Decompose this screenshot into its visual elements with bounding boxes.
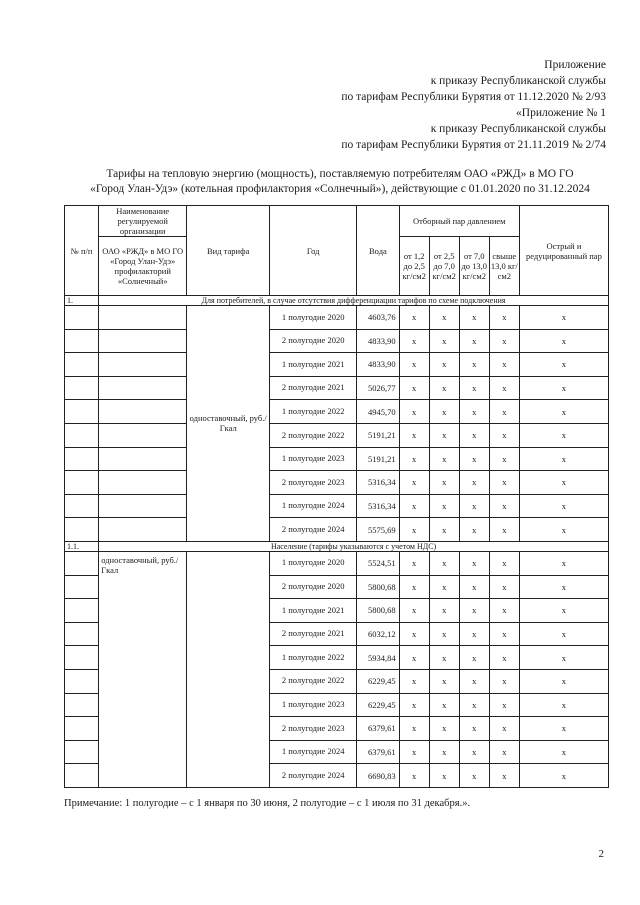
row-number-cell [65, 376, 99, 400]
not-applicable-cell: х [429, 575, 459, 599]
not-applicable-cell: х [489, 353, 519, 377]
header-line: Приложение [544, 59, 606, 71]
org-cell [99, 494, 187, 518]
not-applicable-cell: х [399, 575, 429, 599]
row-number-cell [65, 423, 99, 447]
not-applicable-cell: х [429, 622, 459, 646]
not-applicable-cell: х [429, 376, 459, 400]
row-number-cell [65, 717, 99, 741]
org-cell [99, 353, 187, 377]
period-cell: 1 полугодие 2021 [270, 353, 357, 377]
not-applicable-cell: х [489, 599, 519, 623]
not-applicable-cell: х [489, 575, 519, 599]
row-number-cell [65, 693, 99, 717]
period-cell: 2 полугодие 2023 [270, 471, 357, 495]
not-applicable-cell: х [459, 599, 489, 623]
not-applicable-cell: х [489, 447, 519, 471]
not-applicable-cell: х [399, 423, 429, 447]
page-number: 2 [598, 848, 604, 860]
not-applicable-cell: х [459, 447, 489, 471]
not-applicable-cell: х [489, 740, 519, 764]
not-applicable-cell: х [429, 551, 459, 575]
period-cell: 2 полугодие 2021 [270, 622, 357, 646]
not-applicable-cell: х [459, 575, 489, 599]
not-applicable-cell: х [519, 622, 608, 646]
document-title [60, 167, 620, 197]
water-tariff-cell: 4833,90 [357, 329, 399, 353]
not-applicable-cell: х [429, 353, 459, 377]
row-number-cell [65, 669, 99, 693]
not-applicable-cell: х [459, 551, 489, 575]
row-number-cell [65, 646, 99, 670]
not-applicable-cell: х [459, 740, 489, 764]
header-steam-group: Отборный пар давлением [399, 206, 519, 237]
not-applicable-cell: х [519, 575, 608, 599]
tariff-table [64, 205, 609, 788]
not-applicable-cell: х [399, 599, 429, 623]
not-applicable-cell: х [519, 353, 608, 377]
period-cell: 1 полугодие 2022 [270, 646, 357, 670]
org-cell [99, 376, 187, 400]
period-cell: 1 полугодие 2023 [270, 693, 357, 717]
period-cell: 1 полугодие 2020 [270, 551, 357, 575]
not-applicable-cell: х [459, 353, 489, 377]
not-applicable-cell: х [459, 622, 489, 646]
header-org-name: ОАО «РЖД» в МО ГО «Город Улан-Удэ» профилакторий «Солнечный» [99, 237, 187, 296]
water-tariff-cell: 6032,12 [357, 622, 399, 646]
not-applicable-cell: х [459, 306, 489, 330]
period-cell: 2 полугодие 2022 [270, 423, 357, 447]
not-applicable-cell: х [459, 376, 489, 400]
tariff-type-cell: одноставочный, руб./Гкал [99, 551, 187, 787]
not-applicable-cell: х [519, 646, 608, 670]
not-applicable-cell: х [489, 669, 519, 693]
not-applicable-cell: х [489, 622, 519, 646]
table-row [65, 471, 609, 495]
not-applicable-cell: х [489, 400, 519, 424]
not-applicable-cell: х [489, 329, 519, 353]
header-steam-2: от 2,5 до 7,0 кг/см2 [429, 237, 459, 296]
header-num: № п/п [65, 206, 99, 296]
title-line: Тарифы на тепловую энергию (мощность), поставляемую потребителям ОАО «РЖД» в МО ГО [106, 168, 574, 180]
water-tariff-cell: 6379,61 [357, 740, 399, 764]
not-applicable-cell: х [429, 693, 459, 717]
not-applicable-cell: х [429, 423, 459, 447]
not-applicable-cell: х [519, 669, 608, 693]
not-applicable-cell: х [519, 717, 608, 741]
org-cell [99, 329, 187, 353]
water-tariff-cell: 4945,70 [357, 400, 399, 424]
not-applicable-cell: х [489, 717, 519, 741]
org-cell [99, 306, 187, 330]
period-cell: 1 полугодие 2024 [270, 494, 357, 518]
row-number-cell [65, 471, 99, 495]
not-applicable-cell: х [399, 447, 429, 471]
section-row [65, 296, 609, 306]
table-row [65, 423, 609, 447]
water-tariff-cell: 5026,77 [357, 376, 399, 400]
not-applicable-cell: х [519, 471, 608, 495]
period-cell: 1 полугодие 2022 [270, 400, 357, 424]
not-applicable-cell: х [489, 471, 519, 495]
section-row [65, 541, 609, 551]
header-row [65, 206, 609, 237]
not-applicable-cell: х [519, 376, 608, 400]
not-applicable-cell: х [459, 518, 489, 542]
not-applicable-cell: х [459, 423, 489, 447]
table-row [65, 329, 609, 353]
water-tariff-cell: 6690,83 [357, 764, 399, 788]
not-applicable-cell: х [399, 306, 429, 330]
table-row [65, 494, 609, 518]
not-applicable-cell: х [399, 518, 429, 542]
not-applicable-cell: х [429, 764, 459, 788]
water-tariff-cell: 6379,61 [357, 717, 399, 741]
header-line: по тарифам Республики Бурятия от 21.11.2019 № 2/74 [341, 139, 606, 151]
not-applicable-cell: х [399, 494, 429, 518]
org-cell [99, 423, 187, 447]
not-applicable-cell: х [399, 353, 429, 377]
not-applicable-cell: х [399, 471, 429, 495]
row-number-cell [65, 764, 99, 788]
document-header [341, 57, 606, 153]
header-line: к приказу Республиканской службы [430, 75, 606, 87]
section-title: Население (тарифы указываются с учетом НДС) [99, 541, 609, 551]
table-row [65, 400, 609, 424]
not-applicable-cell: х [489, 306, 519, 330]
header-line: по тарифам Республики Бурятия от 11.12.2020 № 2/93 [341, 91, 606, 103]
period-cell: 2 полугодие 2020 [270, 329, 357, 353]
period-cell: 1 полугодие 2021 [270, 599, 357, 623]
not-applicable-cell: х [519, 764, 608, 788]
footnote: Примечание: 1 полугодие – с 1 января по 30 июня, 2 полугодие – с 1 июля по 31 декабря.». [64, 798, 471, 809]
header-line: к приказу Республиканской службы [430, 123, 606, 135]
header-water: Вода [357, 206, 399, 296]
period-cell: 1 полугодие 2020 [270, 306, 357, 330]
period-cell: 1 полугодие 2023 [270, 447, 357, 471]
not-applicable-cell: х [459, 471, 489, 495]
not-applicable-cell: х [429, 646, 459, 670]
header-org: Наименование регулируемой организации [99, 206, 187, 237]
water-tariff-cell: 5191,21 [357, 447, 399, 471]
water-tariff-cell: 5575,69 [357, 518, 399, 542]
row-number-cell [65, 599, 99, 623]
water-tariff-cell: 4833,90 [357, 353, 399, 377]
not-applicable-cell: х [519, 551, 608, 575]
not-applicable-cell: х [429, 447, 459, 471]
not-applicable-cell: х [459, 693, 489, 717]
title-line: «Город Улан-Удэ» (котельная профилактория «Солнечный»), действующие с 01.01.2020 по 31.12.2024 [90, 183, 590, 195]
water-tariff-cell: 5191,21 [357, 423, 399, 447]
water-tariff-cell: 5316,34 [357, 471, 399, 495]
period-cell: 2 полугодие 2023 [270, 717, 357, 741]
period-cell: 1 полугодие 2024 [270, 740, 357, 764]
header-line: «Приложение № 1 [516, 107, 606, 119]
not-applicable-cell: х [489, 494, 519, 518]
tariff-type-cell: одноставочный, руб./Гкал [187, 306, 270, 542]
period-cell: 2 полугодие 2024 [270, 518, 357, 542]
water-tariff-cell: 5800,68 [357, 599, 399, 623]
not-applicable-cell: х [429, 518, 459, 542]
not-applicable-cell: х [399, 551, 429, 575]
water-tariff-cell: 5524,51 [357, 551, 399, 575]
not-applicable-cell: х [459, 494, 489, 518]
not-applicable-cell: х [489, 518, 519, 542]
not-applicable-cell: х [429, 669, 459, 693]
row-number-cell [65, 622, 99, 646]
not-applicable-cell: х [519, 423, 608, 447]
row-number-cell [65, 329, 99, 353]
not-applicable-cell: х [459, 646, 489, 670]
not-applicable-cell: х [519, 494, 608, 518]
org-cell [99, 447, 187, 471]
not-applicable-cell: х [429, 717, 459, 741]
section-number: 1.1. [65, 541, 99, 551]
header-tariff-type: Вид тарифа [187, 206, 270, 296]
period-cell: 2 полугодие 2024 [270, 764, 357, 788]
table-row [65, 447, 609, 471]
not-applicable-cell: х [399, 669, 429, 693]
table-row [65, 518, 609, 542]
not-applicable-cell: х [399, 400, 429, 424]
table-row [65, 376, 609, 400]
water-tariff-cell: 5934,84 [357, 646, 399, 670]
water-tariff-cell: 6229,45 [357, 669, 399, 693]
org-cell [99, 471, 187, 495]
row-number-cell [65, 551, 99, 575]
not-applicable-cell: х [519, 518, 608, 542]
not-applicable-cell: х [519, 329, 608, 353]
not-applicable-cell: х [489, 423, 519, 447]
row-number-cell [65, 447, 99, 471]
water-tariff-cell: 6229,45 [357, 693, 399, 717]
period-cell: 2 полугодие 2022 [270, 669, 357, 693]
row-number-cell [65, 494, 99, 518]
not-applicable-cell: х [459, 717, 489, 741]
not-applicable-cell: х [399, 376, 429, 400]
not-applicable-cell: х [429, 400, 459, 424]
org-cell [99, 518, 187, 542]
water-tariff-cell: 5316,34 [357, 494, 399, 518]
not-applicable-cell: х [489, 693, 519, 717]
row-number-cell [65, 353, 99, 377]
not-applicable-cell: х [399, 646, 429, 670]
period-cell: 2 полугодие 2021 [270, 376, 357, 400]
section-number: 1. [65, 296, 99, 306]
not-applicable-cell: х [519, 740, 608, 764]
header-steam-3: от 7,0 до 13,0 кг/см2 [459, 237, 489, 296]
water-tariff-cell: 5800,68 [357, 575, 399, 599]
org-cell [99, 400, 187, 424]
section-title: Для потребителей, в случае отсутствия дифференциации тарифов по схеме подключения [99, 296, 609, 306]
period-cell: 2 полугодие 2020 [270, 575, 357, 599]
not-applicable-cell: х [519, 693, 608, 717]
not-applicable-cell: х [429, 494, 459, 518]
row-number-cell [65, 306, 99, 330]
not-applicable-cell: х [399, 764, 429, 788]
empty-cell [187, 551, 270, 787]
not-applicable-cell: х [519, 306, 608, 330]
not-applicable-cell: х [399, 693, 429, 717]
not-applicable-cell: х [519, 599, 608, 623]
not-applicable-cell: х [399, 717, 429, 741]
table-row [65, 551, 609, 575]
row-number-cell [65, 740, 99, 764]
table-row [65, 353, 609, 377]
not-applicable-cell: х [429, 329, 459, 353]
not-applicable-cell: х [489, 646, 519, 670]
not-applicable-cell: х [429, 306, 459, 330]
table-row [65, 306, 609, 330]
not-applicable-cell: х [429, 740, 459, 764]
not-applicable-cell: х [399, 740, 429, 764]
row-number-cell [65, 575, 99, 599]
row-number-cell [65, 400, 99, 424]
not-applicable-cell: х [429, 471, 459, 495]
not-applicable-cell: х [459, 764, 489, 788]
header-acute-steam: Острый и редуцированный пар [519, 206, 608, 296]
not-applicable-cell: х [459, 669, 489, 693]
not-applicable-cell: х [399, 622, 429, 646]
not-applicable-cell: х [519, 400, 608, 424]
header-steam-1: от 1,2 до 2,5 кг/см2 [399, 237, 429, 296]
not-applicable-cell: х [489, 376, 519, 400]
header-year: Год [270, 206, 357, 296]
not-applicable-cell: х [519, 447, 608, 471]
not-applicable-cell: х [459, 400, 489, 424]
not-applicable-cell: х [429, 599, 459, 623]
not-applicable-cell: х [489, 764, 519, 788]
not-applicable-cell: х [459, 329, 489, 353]
header-steam-4: свыше 13,0 кг/см2 [489, 237, 519, 296]
not-applicable-cell: х [489, 551, 519, 575]
water-tariff-cell: 4603,76 [357, 306, 399, 330]
not-applicable-cell: х [399, 329, 429, 353]
row-number-cell [65, 518, 99, 542]
